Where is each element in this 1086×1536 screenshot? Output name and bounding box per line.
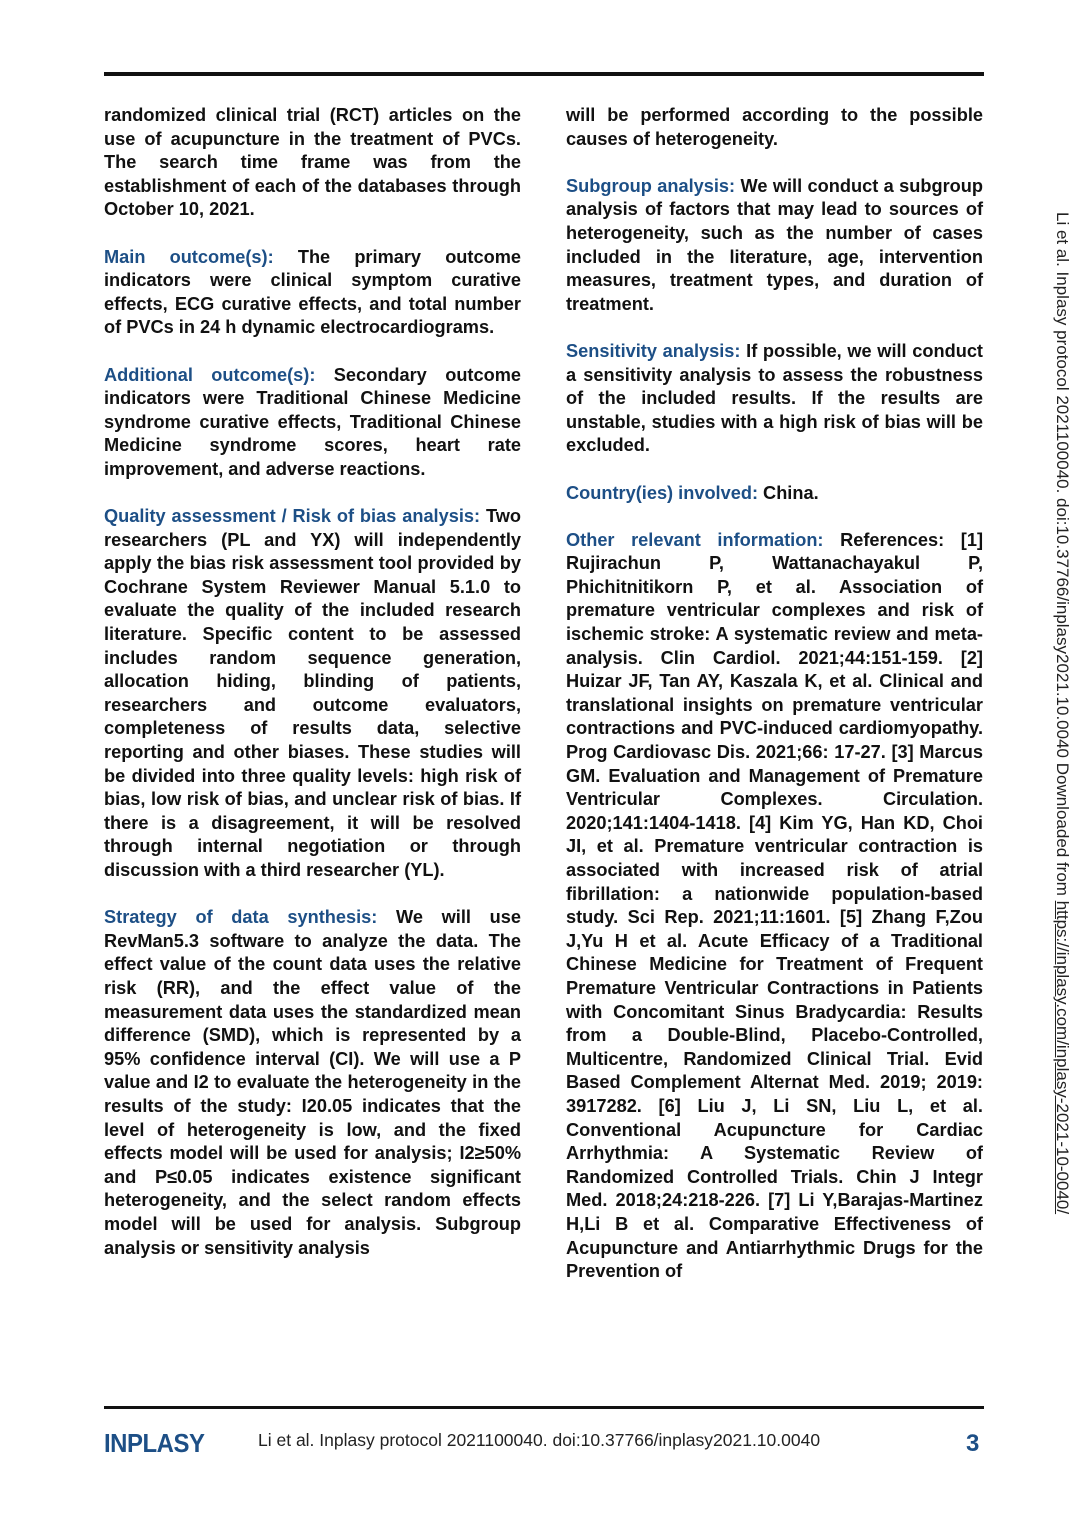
section-other-information bbox=[566, 529, 983, 1284]
top-rule bbox=[104, 72, 984, 76]
section-additional-outcomes bbox=[104, 364, 521, 482]
section-heading: Additional outcome(s): bbox=[104, 364, 316, 385]
section-main-outcomes bbox=[104, 246, 521, 340]
section-body: Secondary outcome indicators were Traditional Chinese Medicine syndrome curative effects, Traditional Chinese Medicine syndrome scores, heart rate improvement, and adverse reactions. bbox=[104, 364, 521, 479]
section-heading: Subgroup analysis: bbox=[566, 175, 736, 196]
journal-logo: INPLASY bbox=[104, 1428, 205, 1458]
section-heading: Sensitivity analysis: bbox=[566, 340, 741, 361]
right-intro-paragraph: will be performed according to the possible causes of heterogeneity. bbox=[566, 105, 983, 149]
section-body: We will use RevMan5.3 software to analyze the data. The effect value of the count data uses the relative risk (RR), and the effect value of the measurement data uses the standardized mean difference (SMD), which is represented by a 95% confidence interval (CI). We will use a P value and I2 to evaluate the heterogeneity in the results of the study: I20.05 indicates that the level of heterogeneity is low, and the fixed effects model will be used for analysis; I2≥50% and P≤0.05 indicates existence significant heterogeneity, and the select random effects model will be used for analysis. Subgroup analysis or sensitivity analysis bbox=[104, 907, 521, 1258]
section-body: Two researchers (PL and YX) will independently apply the bias risk assessment tool provided by Cochrane System Reviewer Manual 5.1.0 to evaluate the quality of the included research literature. Specific content to be assessed includes random sequence generation, allocation hiding, blinding of patients, researchers and outcome evaluators, completeness of results data, selective reporting and other biases. These studies will be divided into three quality levels: high risk of bias, low risk of bias, and unclear risk of bias. If there is a disagreement, it will be resolved through internal negotiation or through discussion with a third researcher (YL). bbox=[104, 506, 521, 880]
left-column bbox=[104, 104, 521, 1284]
footer-citation: Li et al. Inplasy protocol 2021100040. doi:10.37766/inplasy2021.10.0040 bbox=[258, 1430, 821, 1450]
section-data-synthesis bbox=[104, 906, 521, 1260]
section-heading: Other relevant information: bbox=[566, 529, 824, 550]
section-heading: Main outcome(s): bbox=[104, 246, 274, 267]
bottom-rule bbox=[104, 1406, 984, 1409]
section-quality-assessment bbox=[104, 505, 521, 883]
section-body: References: [1] Rujirachun P, Wattanachayakul P, Phichitnitikorn P, et al. Association of premature ventricular complexes and risk of ischemic stroke: A systematic review and meta-analysis. Clin Cardiol. 2021;44:151-159. [2] Huizar JF, Tan AY, Kaszala K, et al. Clinical and translational insights on premature ventricular contractions and PVC-induced cardiomyopathy. Prog Cardiovasc Dis. 2021;66: 17-27. [3] Marcus GM. Evaluation and Management of Premature Ventricular Complexes. Circulation. 2020;141:1404-1418. [4] Kim YG, Han KD, Choi JI, et al. Premature ventricular contraction is associated with increased risk of atrial fibrillation: a nationwide population-based study. Sci Rep. 2021;11:1601. [5] Zhang F,Zou J,Yu H et al. Acute Efficacy of a Traditional Chinese Medicine for Treatment of Frequent Premature Ventricular Contractions in Patients with Concomitant Sinus Bradycardia: Results from a Double-Blind, Placebo-Controlled, Multicentre, Randomized Clinical Trial. Evid Based Complement Alternat Med. 2019; 2019: 3917282. [6] Liu J, Li SN, Liu L, et al. Conventional Acupuncture for Cardiac Arrhythmia: A Systematic Review of Randomized Controlled Trials. Chin J Integr Med. 2018;24:218-226. [7] Li Y,Barajas-Martinez H,Li B et al. Comparative Effectiveness of Acupuncture and Antiarrhythmic Drugs for the Prevention of bbox=[566, 529, 983, 1282]
page-number: 3 bbox=[966, 1430, 980, 1457]
side-note-text: Li et al. Inplasy protocol 2021100040. doi:10.37766/inplasy2021.10.0040 Downloaded from bbox=[1053, 212, 1072, 901]
section-countries bbox=[566, 482, 983, 506]
right-column bbox=[566, 104, 983, 1307]
section-body: We will conduct a subgroup analysis of factors that may lead to sources of heterogeneity, such as the number of cases included in the literature, age, intervention measures, treatment types, and duration of treatment. bbox=[566, 175, 983, 314]
section-body: The primary outcome indicators were clinical symptom curative effects, ECG curative effects, and total number of PVCs in 24 h dynamic electrocardiograms. bbox=[104, 246, 521, 338]
left-intro-paragraph: randomized clinical trial (RCT) articles on the use of acupuncture in the treatment of PVCs. The search time frame was from the establishment of each of the databases through October 10, 2021. bbox=[104, 105, 521, 220]
section-body: If possible, we will conduct a sensitivity analysis to assess the robustness of the included results. If the results are unstable, studies with a high risk of bias will be excluded. bbox=[566, 340, 983, 456]
section-subgroup-analysis bbox=[566, 175, 983, 317]
side-download-note bbox=[1052, 212, 1072, 1214]
section-heading: Country(ies) involved: bbox=[566, 482, 758, 503]
section-sensitivity-analysis bbox=[566, 340, 983, 458]
section-heading: Quality assessment / Risk of bias analysis: bbox=[104, 506, 481, 527]
download-link[interactable]: https://inplasy.com/inplasy-2021-10-0040/ bbox=[1053, 900, 1072, 1215]
section-body: China. bbox=[758, 482, 819, 503]
section-heading: Strategy of data synthesis: bbox=[104, 907, 378, 928]
